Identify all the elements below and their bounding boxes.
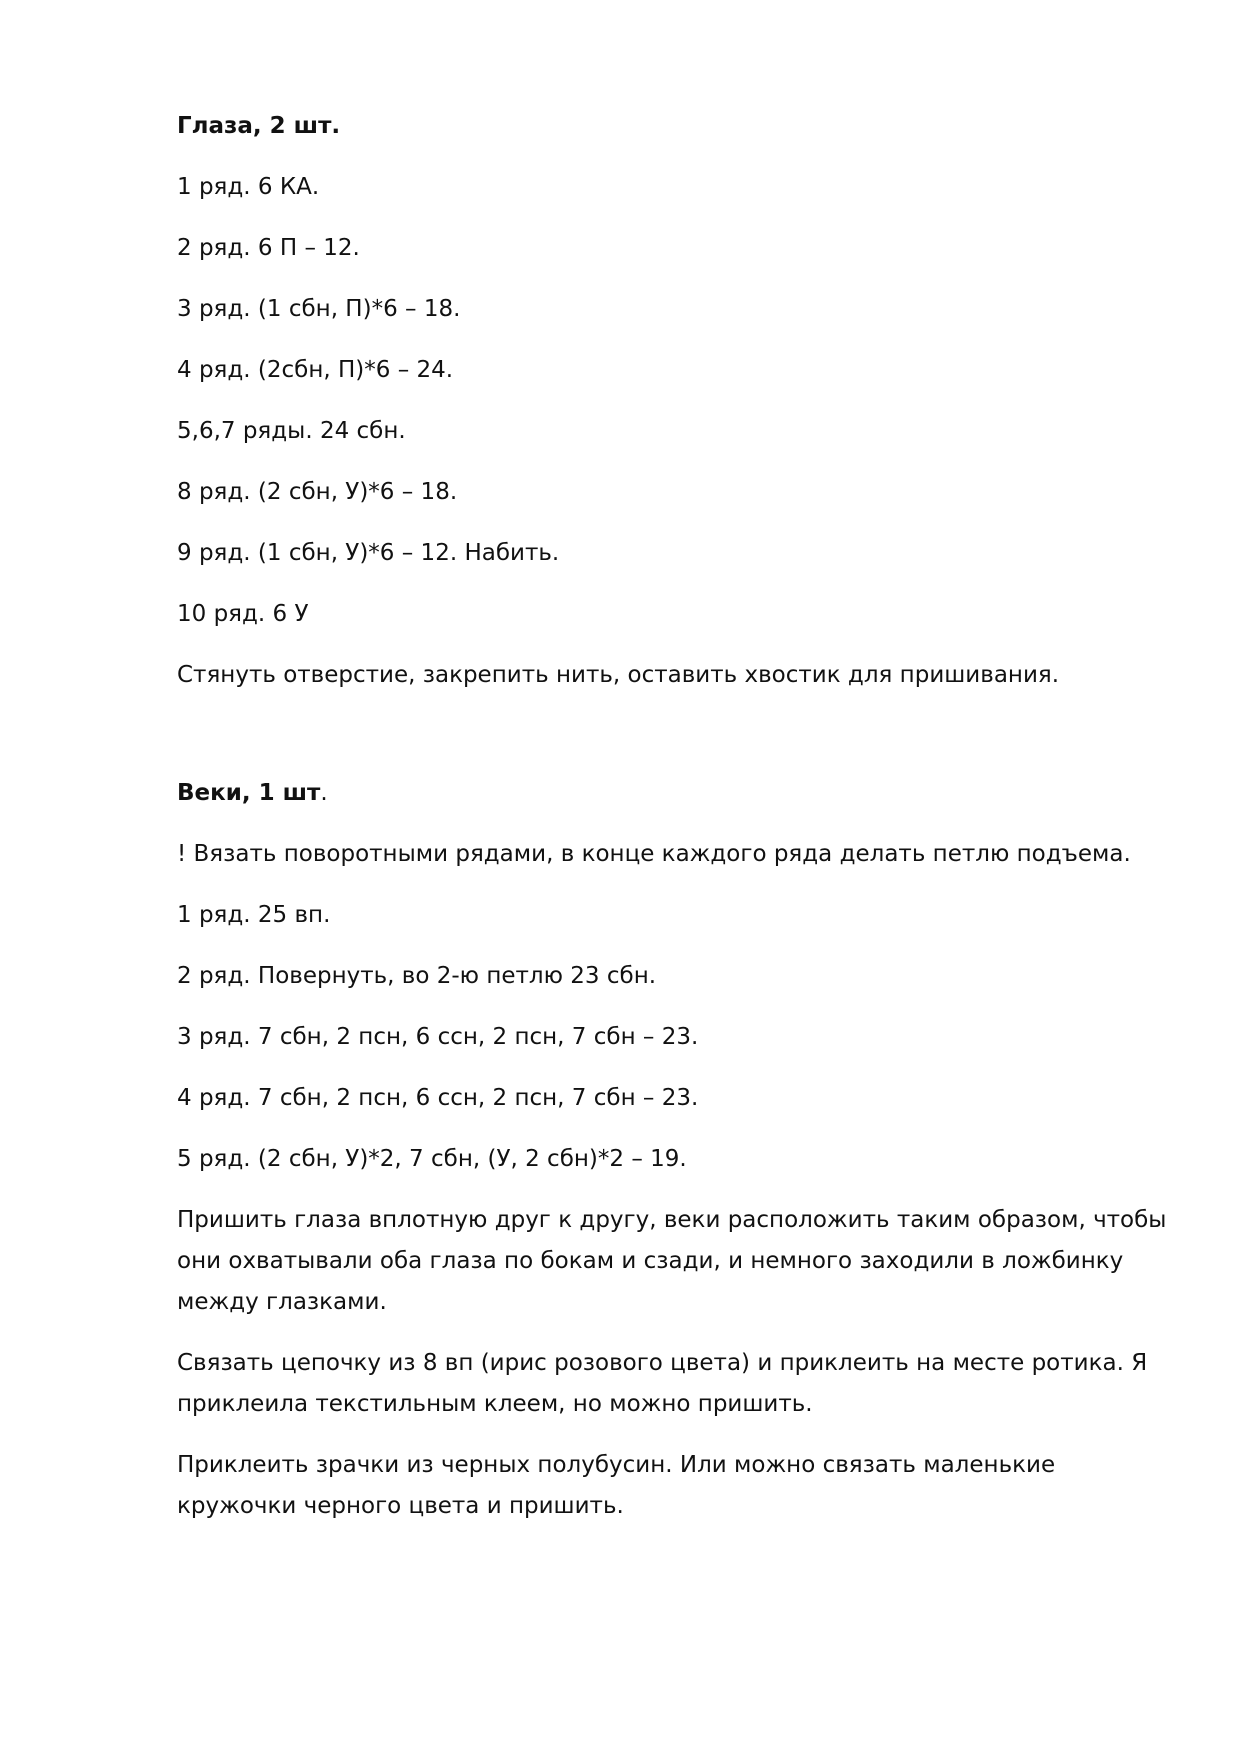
- row-line: 4 ряд. 7 сбн, 2 псн, 6 ссн, 2 псн, 7 сбн – 23.: [177, 1085, 699, 1111]
- row-line: 2 ряд. 6 П – 12.: [177, 235, 360, 261]
- row-line: 4 ряд. (2сбн, П)*6 – 24.: [177, 357, 454, 383]
- row-line: 10 ряд. 6 У: [177, 601, 309, 627]
- instruction-paragraph: Пришить глаза вплотную друг к другу, веки расположить таким образом, чтобы они охватывали оба глаза по бокам и сзади, и немного заходили в ложбинку между глазками.: [177, 1207, 1167, 1315]
- row-line: 3 ряд. 7 сбн, 2 псн, 6 ссн, 2 псн, 7 сбн – 23.: [177, 1024, 699, 1050]
- row-line: 5,6,7 ряды. 24 сбн.: [177, 418, 406, 444]
- section-spacer: [177, 716, 1167, 773]
- row-line: 8 ряд. (2 сбн, У)*6 – 18.: [177, 479, 458, 505]
- row-line: 2 ряд. Повернуть, во 2-ю петлю 23 сбн.: [177, 963, 657, 989]
- row-line: 5 ряд. (2 сбн, У)*2, 7 сбн, (У, 2 сбн)*2 – 19.: [177, 1146, 687, 1172]
- row-line: 3 ряд. (1 сбн, П)*6 – 18.: [177, 296, 461, 322]
- instruction-paragraph: Стянуть отверстие, закрепить нить, оставить хвостик для пришивания.: [177, 662, 1060, 688]
- row-line: 9 ряд. (1 сбн, У)*6 – 12. Набить.: [177, 540, 560, 566]
- row-line: 1 ряд. 6 КА.: [177, 174, 320, 200]
- section-title-eyes: Глаза, 2 шт.: [177, 113, 341, 139]
- row-line: 1 ряд. 25 вп.: [177, 902, 331, 928]
- document-page: [177, 106, 1167, 1547]
- section-title-eyelids: Веки, 1 шт.: [177, 780, 328, 806]
- instruction-paragraph: Связать цепочку из 8 вп (ирис розового цвета) и приклеить на месте ротика. Я приклеила текстильным клеем, но можно пришить.: [177, 1350, 1148, 1417]
- instruction-paragraph: Приклеить зрачки из черных полубусин. Или можно связать маленькие кружочки черного цвета и пришить.: [177, 1452, 1056, 1519]
- note-paragraph: ! Вязать поворотными рядами, в конце каждого ряда делать петлю подъема.: [177, 841, 1131, 867]
